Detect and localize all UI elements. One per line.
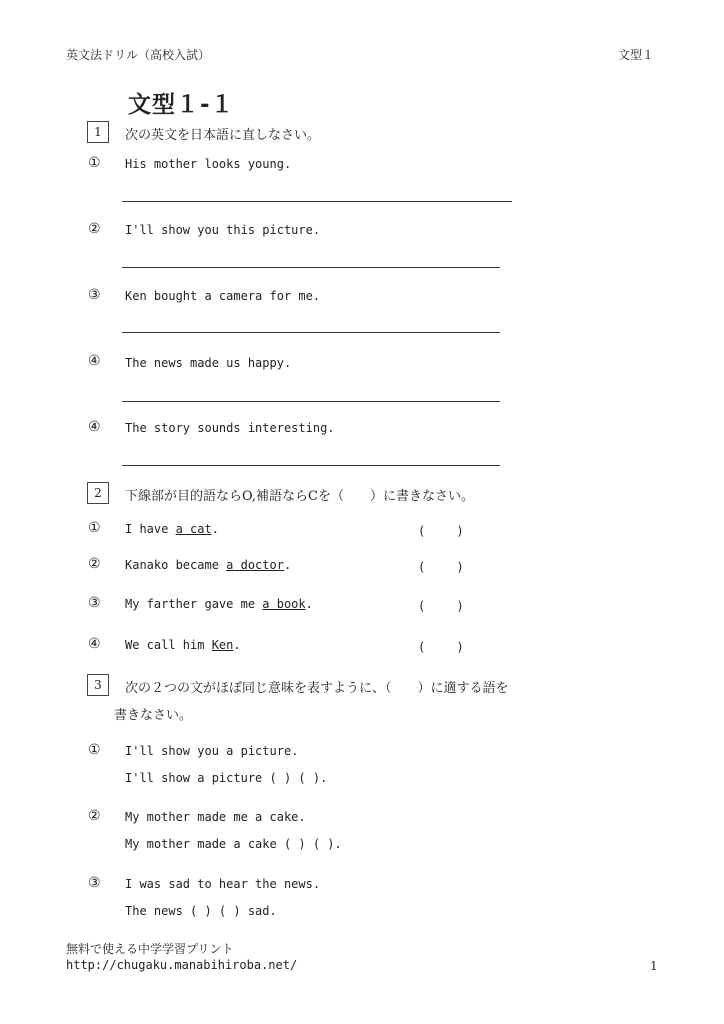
rewrite-sentence[interactable]: My mother made a cake ( ) ( ). xyxy=(125,837,342,851)
page-number: 1 xyxy=(650,959,658,973)
answer-line[interactable] xyxy=(122,401,500,402)
question-sentence: I'll show you this picture. xyxy=(125,223,321,237)
question-sentence: The news made us happy. xyxy=(125,356,292,370)
underlined-word: a book xyxy=(262,597,306,611)
underlined-word: a cat xyxy=(175,522,212,536)
item-marker: ① xyxy=(88,520,101,536)
item-marker: ② xyxy=(88,556,101,572)
item-marker: ① xyxy=(88,742,101,758)
section-1-instruction: 次の英文を日本語に直しなさい。 xyxy=(125,128,321,143)
question-sentence: I was sad to hear the news. xyxy=(125,877,321,891)
answer-blank[interactable]: ( ) xyxy=(418,524,464,538)
footer-url[interactable]: http://chugaku.manabihiroba.net/ xyxy=(66,958,298,972)
question-sentence: His mother looks young. xyxy=(125,157,292,171)
question-sentence: I'll show you a picture. xyxy=(125,744,299,758)
page-title: 文型１-１ xyxy=(128,92,235,118)
answer-line[interactable] xyxy=(122,267,500,268)
rewrite-sentence[interactable]: The news ( ) ( ) sad. xyxy=(125,904,277,918)
section-3-instruction-cont: 書きなさい。 xyxy=(114,708,193,723)
question-sentence: I have a cat. xyxy=(125,522,219,536)
question-sentence: We call him Ken. xyxy=(125,638,241,652)
section-3-instruction: 次の２つの文がほぼ同じ意味を表すように、（ ）に適する語を xyxy=(125,681,509,696)
question-sentence: The story sounds interesting. xyxy=(125,421,335,435)
header-right: 文型１ xyxy=(618,48,655,62)
item-marker: ② xyxy=(88,221,101,237)
footer-site-name: 無料で使える中学学習プリント xyxy=(66,942,234,956)
item-marker: ④ xyxy=(88,636,101,652)
question-sentence: My mother made me a cake. xyxy=(125,810,306,824)
question-sentence: My farther gave me a book. xyxy=(125,597,313,611)
header-left: 英文法ドリル（高校入試） xyxy=(66,48,211,62)
item-marker: ④ xyxy=(88,353,101,369)
section-2-instruction: 下線部が目的語ならO,補語ならCを（ ）に書きなさい。 xyxy=(125,489,474,504)
section-2-number-box: 2 xyxy=(87,482,109,504)
answer-line[interactable] xyxy=(122,332,500,333)
answer-blank[interactable]: ( ) xyxy=(418,599,464,613)
section-1-number-box: 1 xyxy=(87,121,109,143)
item-marker: ④ xyxy=(88,419,101,435)
item-marker: ③ xyxy=(88,875,101,891)
answer-blank[interactable]: ( ) xyxy=(418,560,464,574)
rewrite-sentence[interactable]: I'll show a picture ( ) ( ). xyxy=(125,771,328,785)
answer-line[interactable] xyxy=(122,201,512,202)
underlined-word: a doctor xyxy=(226,558,284,572)
answer-line[interactable] xyxy=(122,465,500,466)
section-3-number-box: 3 xyxy=(87,674,109,696)
item-marker: ① xyxy=(88,155,101,171)
answer-blank[interactable]: ( ) xyxy=(418,640,464,654)
underlined-word: Ken xyxy=(211,638,234,652)
item-marker: ③ xyxy=(88,287,101,303)
item-marker: ② xyxy=(88,808,101,824)
question-sentence: Ken bought a camera for me. xyxy=(125,289,321,303)
item-marker: ③ xyxy=(88,595,101,611)
question-sentence: Kanako became a doctor. xyxy=(125,558,292,572)
